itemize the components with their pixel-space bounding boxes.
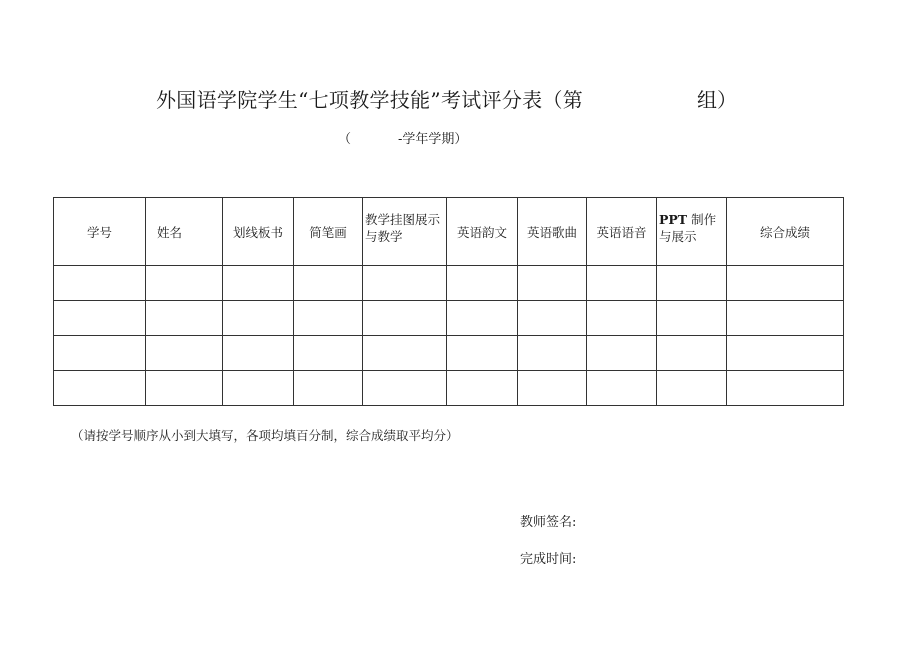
table-cell[interactable] bbox=[363, 266, 447, 301]
table-header-row bbox=[54, 198, 844, 266]
table-row bbox=[54, 266, 844, 301]
table-cell[interactable] bbox=[363, 301, 447, 336]
table-cell[interactable] bbox=[54, 336, 146, 371]
table-cell[interactable] bbox=[447, 266, 518, 301]
teacher-signature-label: 教师签名: bbox=[520, 515, 577, 530]
form-title bbox=[0, 84, 920, 112]
header-name: 姓名 bbox=[146, 198, 223, 266]
table-cell[interactable] bbox=[294, 371, 363, 406]
table-cell[interactable] bbox=[727, 266, 844, 301]
fill-instructions: （请按学号顺序从小到大填写，各项均填百分制，综合成绩取平均分） bbox=[71, 428, 459, 443]
table-cell[interactable] bbox=[447, 371, 518, 406]
table-cell[interactable] bbox=[294, 301, 363, 336]
header-ppt-rest: 制作与展示 bbox=[659, 211, 717, 244]
table-cell[interactable] bbox=[518, 301, 587, 336]
header-rhyme: 英语韵文 bbox=[447, 198, 518, 266]
table-cell[interactable] bbox=[146, 371, 223, 406]
header-pronunciation: 英语语音 bbox=[587, 198, 657, 266]
table-cell[interactable] bbox=[54, 266, 146, 301]
table-cell[interactable] bbox=[518, 371, 587, 406]
completion-time-label: 完成时间: bbox=[520, 552, 577, 567]
table-cell[interactable] bbox=[587, 371, 657, 406]
table-cell[interactable] bbox=[657, 266, 727, 301]
header-wall-chart: 教学挂图展示与教学 bbox=[363, 198, 447, 266]
form-title-main: 外国语学院学生“七项教学技能”考试评分表（第 bbox=[156, 88, 584, 112]
subtitle-term: -学年学期） bbox=[398, 132, 468, 147]
table-cell[interactable] bbox=[447, 301, 518, 336]
table-cell[interactable] bbox=[223, 371, 294, 406]
table-row bbox=[54, 336, 844, 371]
table-cell[interactable] bbox=[223, 301, 294, 336]
form-title-group-close: 组） bbox=[697, 88, 737, 112]
table-row bbox=[54, 301, 844, 336]
table-cell[interactable] bbox=[657, 336, 727, 371]
table-cell[interactable] bbox=[363, 336, 447, 371]
table-cell[interactable] bbox=[54, 301, 146, 336]
table-cell[interactable] bbox=[146, 266, 223, 301]
table-cell[interactable] bbox=[363, 371, 447, 406]
table-cell[interactable] bbox=[587, 266, 657, 301]
table-cell[interactable] bbox=[294, 336, 363, 371]
header-board-writing: 划线板书 bbox=[223, 198, 294, 266]
table-row bbox=[54, 371, 844, 406]
table-cell[interactable] bbox=[54, 371, 146, 406]
header-total: 综合成绩 bbox=[727, 198, 844, 266]
subtitle-open-paren: （ bbox=[338, 132, 352, 147]
table-cell[interactable] bbox=[727, 371, 844, 406]
header-ppt-bold: PPT bbox=[659, 211, 688, 227]
header-ppt bbox=[657, 198, 727, 266]
header-student-id: 学号 bbox=[54, 198, 146, 266]
table-cell[interactable] bbox=[727, 336, 844, 371]
table-cell[interactable] bbox=[657, 301, 727, 336]
table-cell[interactable] bbox=[727, 301, 844, 336]
table-cell[interactable] bbox=[223, 266, 294, 301]
table-cell[interactable] bbox=[587, 301, 657, 336]
table-cell[interactable] bbox=[518, 266, 587, 301]
table-cell[interactable] bbox=[146, 301, 223, 336]
table-cell[interactable] bbox=[587, 336, 657, 371]
header-simple-drawing: 简笔画 bbox=[294, 198, 363, 266]
header-song: 英语歌曲 bbox=[518, 198, 587, 266]
table-cell[interactable] bbox=[447, 336, 518, 371]
table-cell[interactable] bbox=[657, 371, 727, 406]
table-cell[interactable] bbox=[146, 336, 223, 371]
table-cell[interactable] bbox=[294, 266, 363, 301]
table-cell[interactable] bbox=[223, 336, 294, 371]
score-table bbox=[53, 197, 844, 406]
table-cell[interactable] bbox=[518, 336, 587, 371]
